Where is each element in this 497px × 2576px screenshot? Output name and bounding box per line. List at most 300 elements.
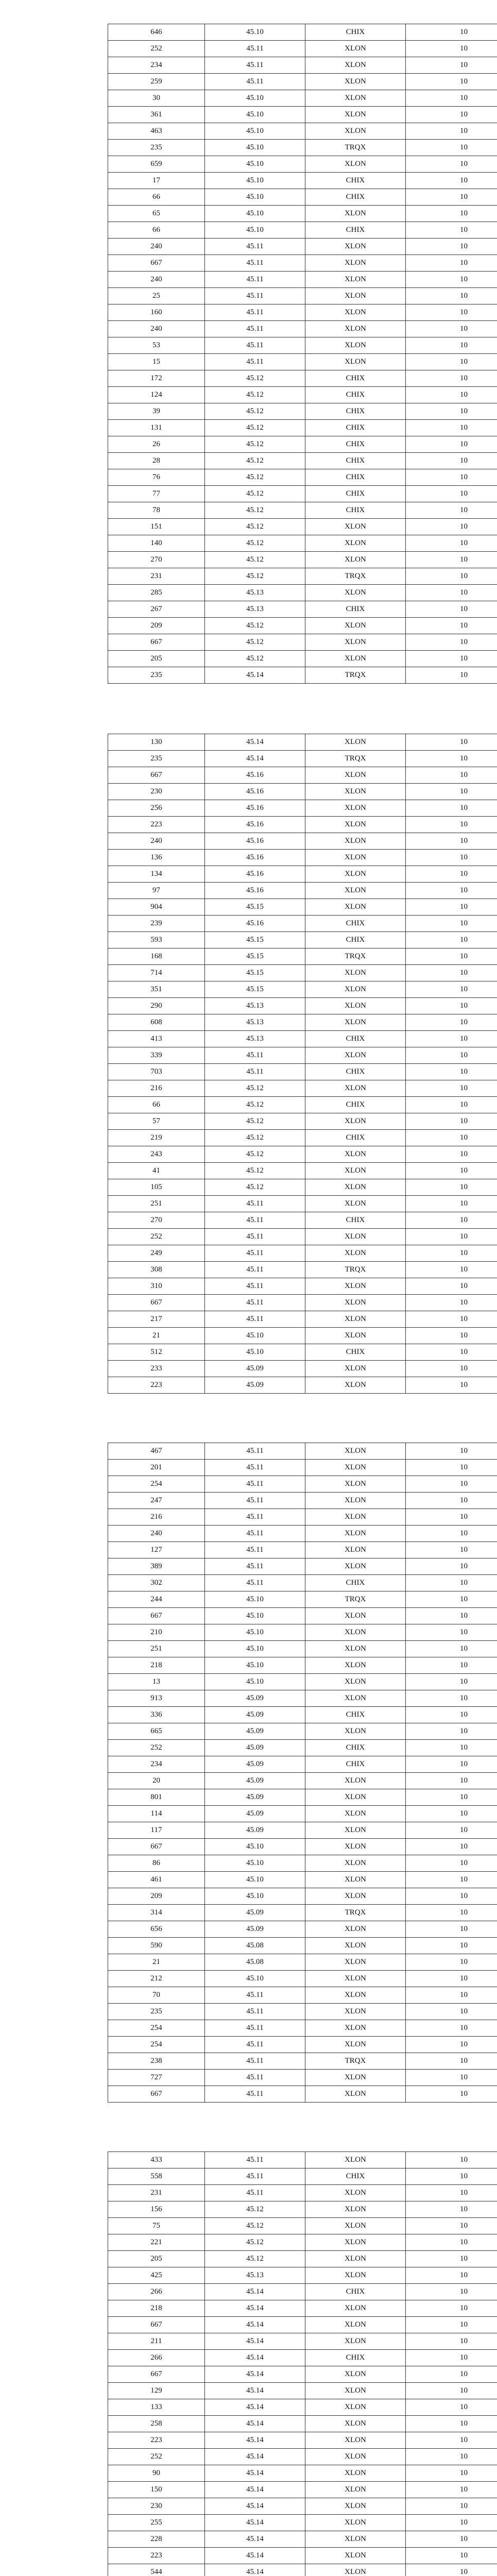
- quantity-cell: 665: [108, 1723, 205, 1740]
- price-cell: 45.12: [205, 1130, 305, 1146]
- extra-cell: 10: [406, 1872, 497, 1888]
- price-cell: 45.14: [205, 667, 305, 684]
- extra-cell: 10: [406, 784, 497, 800]
- quantity-cell: 240: [108, 833, 205, 850]
- table-row: [108, 304, 497, 321]
- quantity-cell: 105: [108, 1179, 205, 1196]
- quantity-cell: 339: [108, 1047, 205, 1064]
- quantity-cell: 243: [108, 1146, 205, 1163]
- trade-table-block-1: [108, 24, 497, 684]
- table-row: [108, 1971, 497, 1987]
- quantity-cell: 212: [108, 1971, 205, 1987]
- venue-cell: XLON: [305, 1855, 406, 1872]
- extra-cell: 10: [406, 2086, 497, 2103]
- price-cell: 45.11: [205, 57, 305, 74]
- extra-cell: 10: [406, 667, 497, 684]
- quantity-cell: 244: [108, 1591, 205, 1608]
- price-cell: 45.16: [205, 800, 305, 817]
- table-row: [108, 519, 497, 535]
- venue-cell: XLON: [305, 2366, 406, 2383]
- price-cell: 45.14: [205, 2350, 305, 2366]
- price-cell: 45.10: [205, 123, 305, 140]
- quantity-cell: 66: [108, 189, 205, 206]
- table-row: [108, 1954, 497, 1971]
- extra-cell: 10: [406, 57, 497, 74]
- table-row: [108, 206, 497, 222]
- price-cell: 45.12: [205, 519, 305, 535]
- table-row: [108, 1756, 497, 1773]
- quantity-cell: 235: [108, 667, 205, 684]
- extra-cell: 10: [406, 2053, 497, 2070]
- price-cell: 45.11: [205, 1212, 305, 1229]
- extra-cell: 10: [406, 107, 497, 123]
- quantity-cell: 205: [108, 651, 205, 667]
- price-cell: 45.09: [205, 1756, 305, 1773]
- quantity-cell: 252: [108, 1740, 205, 1756]
- table-row: [108, 2399, 497, 2416]
- venue-cell: CHIX: [305, 1740, 406, 1756]
- table-row: [108, 1130, 497, 1146]
- venue-cell: XLON: [305, 1624, 406, 1641]
- quantity-cell: 114: [108, 1806, 205, 1822]
- table-row: [108, 1493, 497, 1509]
- table-row: [108, 189, 497, 206]
- quantity-cell: 172: [108, 370, 205, 387]
- extra-cell: 10: [406, 2432, 497, 2449]
- extra-cell: 10: [406, 519, 497, 535]
- quantity-cell: 17: [108, 173, 205, 189]
- price-cell: 45.11: [205, 354, 305, 370]
- table-row: [108, 899, 497, 916]
- quantity-cell: 129: [108, 2383, 205, 2399]
- quantity-cell: 15: [108, 354, 205, 370]
- venue-cell: CHIX: [305, 1212, 406, 1229]
- table-row: [108, 2383, 497, 2399]
- quantity-cell: 130: [108, 734, 205, 751]
- quantity-cell: 66: [108, 1097, 205, 1113]
- venue-cell: XLON: [305, 206, 406, 222]
- venue-cell: XLON: [305, 1723, 406, 1740]
- venue-cell: XLON: [305, 1921, 406, 1938]
- price-cell: 45.12: [205, 486, 305, 502]
- table-row: [108, 866, 497, 883]
- extra-cell: 10: [406, 2201, 497, 2218]
- table-row: [108, 568, 497, 585]
- venue-cell: CHIX: [305, 486, 406, 502]
- table-row: [108, 1097, 497, 1113]
- extra-cell: 10: [406, 436, 497, 453]
- table-row: [108, 1806, 497, 1822]
- price-cell: 45.14: [205, 2548, 305, 2564]
- table-row: [108, 1674, 497, 1690]
- extra-cell: 10: [406, 337, 497, 354]
- price-cell: 45.08: [205, 1938, 305, 1954]
- extra-cell: 10: [406, 568, 497, 585]
- extra-cell: 10: [406, 1690, 497, 1707]
- quantity-cell: 210: [108, 1624, 205, 1641]
- price-cell: 45.10: [205, 24, 305, 41]
- venue-cell: XLON: [305, 2432, 406, 2449]
- quantity-cell: 209: [108, 1888, 205, 1905]
- price-cell: 45.11: [205, 1064, 305, 1080]
- table-row: [108, 1031, 497, 1047]
- extra-cell: 10: [406, 1954, 497, 1971]
- trade-table-block-4: [108, 2151, 497, 2576]
- quantity-cell: 140: [108, 535, 205, 552]
- quantity-cell: 65: [108, 206, 205, 222]
- extra-cell: 10: [406, 1064, 497, 1080]
- trade-table: [108, 734, 497, 1394]
- table-row: [108, 2004, 497, 2020]
- quantity-cell: 270: [108, 1212, 205, 1229]
- quantity-cell: 53: [108, 337, 205, 354]
- table-row: [108, 2482, 497, 2498]
- trade-table-block-3: [108, 1443, 497, 2103]
- price-cell: 45.12: [205, 1080, 305, 1097]
- price-cell: 45.10: [205, 140, 305, 156]
- price-cell: 45.11: [205, 1987, 305, 2004]
- table-row: [108, 1311, 497, 1328]
- price-cell: 45.10: [205, 1344, 305, 1361]
- extra-cell: 10: [406, 140, 497, 156]
- table-row: [108, 2070, 497, 2086]
- table-row: [108, 1476, 497, 1493]
- table-row: [108, 453, 497, 469]
- extra-cell: 10: [406, 1938, 497, 1954]
- extra-cell: 10: [406, 1443, 497, 1460]
- table-row: [108, 751, 497, 767]
- extra-cell: 10: [406, 486, 497, 502]
- price-cell: 45.14: [205, 2317, 305, 2333]
- extra-cell: 10: [406, 173, 497, 189]
- table-row: [108, 1905, 497, 1921]
- extra-cell: 10: [406, 899, 497, 916]
- table-row: [108, 552, 497, 568]
- extra-cell: 10: [406, 469, 497, 486]
- price-cell: 45.16: [205, 767, 305, 784]
- venue-cell: CHIX: [305, 1756, 406, 1773]
- extra-cell: 10: [406, 1080, 497, 1097]
- trade-table-block-2: [108, 734, 497, 1394]
- price-cell: 45.11: [205, 1262, 305, 1278]
- extra-cell: 10: [406, 239, 497, 255]
- extra-cell: 10: [406, 1558, 497, 1575]
- quantity-cell: 30: [108, 90, 205, 107]
- quantity-cell: 235: [108, 751, 205, 767]
- table-row: [108, 2416, 497, 2432]
- venue-cell: XLON: [305, 2383, 406, 2399]
- table-row: [108, 2185, 497, 2201]
- table-row: [108, 2350, 497, 2366]
- table-row: [108, 998, 497, 1014]
- table-row: [108, 1509, 497, 1526]
- extra-cell: 10: [406, 1542, 497, 1558]
- table-row: [108, 387, 497, 403]
- price-cell: 45.12: [205, 387, 305, 403]
- venue-cell: XLON: [305, 2037, 406, 2053]
- table-row: [108, 2201, 497, 2218]
- extra-cell: 10: [406, 1031, 497, 1047]
- quantity-cell: 249: [108, 1245, 205, 1262]
- venue-cell: XLON: [305, 1113, 406, 1130]
- price-cell: 45.11: [205, 1526, 305, 1542]
- trade-table: [108, 2151, 497, 2576]
- venue-cell: XLON: [305, 1938, 406, 1954]
- quantity-cell: 310: [108, 1278, 205, 1295]
- venue-cell: XLON: [305, 1196, 406, 1212]
- quantity-cell: 230: [108, 784, 205, 800]
- extra-cell: 10: [406, 2152, 497, 2168]
- quantity-cell: 667: [108, 767, 205, 784]
- venue-cell: XLON: [305, 1278, 406, 1295]
- extra-cell: 10: [406, 1657, 497, 1674]
- price-cell: 45.12: [205, 634, 305, 651]
- venue-cell: XLON: [305, 866, 406, 883]
- table-row: [108, 2037, 497, 2053]
- venue-cell: XLON: [305, 1558, 406, 1575]
- price-cell: 45.14: [205, 2449, 305, 2465]
- extra-cell: 10: [406, 932, 497, 948]
- table-row: [108, 1361, 497, 1377]
- price-cell: 45.10: [205, 1674, 305, 1690]
- extra-cell: 10: [406, 1047, 497, 1064]
- price-cell: 45.14: [205, 2432, 305, 2449]
- price-cell: 45.14: [205, 2564, 305, 2576]
- quantity-cell: 216: [108, 1509, 205, 1526]
- extra-cell: 10: [406, 321, 497, 337]
- quantity-cell: 201: [108, 1460, 205, 1476]
- extra-cell: 10: [406, 2234, 497, 2251]
- price-cell: 45.11: [205, 1509, 305, 1526]
- extra-cell: 10: [406, 2300, 497, 2317]
- extra-cell: 10: [406, 552, 497, 568]
- price-cell: 45.11: [205, 1295, 305, 1311]
- extra-cell: 10: [406, 189, 497, 206]
- price-cell: 45.11: [205, 2070, 305, 2086]
- table-row: [108, 1938, 497, 1954]
- table-row: [108, 502, 497, 519]
- price-cell: 45.10: [205, 206, 305, 222]
- price-cell: 45.11: [205, 255, 305, 272]
- quantity-cell: 336: [108, 1707, 205, 1723]
- table-row: [108, 916, 497, 932]
- extra-cell: 10: [406, 2218, 497, 2234]
- venue-cell: XLON: [305, 2449, 406, 2465]
- price-cell: 45.10: [205, 107, 305, 123]
- quantity-cell: 150: [108, 2482, 205, 2498]
- price-cell: 45.09: [205, 1905, 305, 1921]
- price-cell: 45.08: [205, 1954, 305, 1971]
- quantity-cell: 70: [108, 1987, 205, 2004]
- quantity-cell: 913: [108, 1690, 205, 1707]
- extra-cell: 10: [406, 1921, 497, 1938]
- quantity-cell: 544: [108, 2564, 205, 2576]
- table-row: [108, 1245, 497, 1262]
- table-row: [108, 1723, 497, 1740]
- quantity-cell: 413: [108, 1031, 205, 1047]
- table-row: [108, 651, 497, 667]
- quantity-cell: 209: [108, 618, 205, 634]
- extra-cell: 10: [406, 734, 497, 751]
- price-cell: 45.09: [205, 1707, 305, 1723]
- price-cell: 45.09: [205, 1806, 305, 1822]
- quantity-cell: 801: [108, 1789, 205, 1806]
- extra-cell: 10: [406, 123, 497, 140]
- extra-cell: 10: [406, 156, 497, 173]
- extra-cell: 10: [406, 1130, 497, 1146]
- venue-cell: XLON: [305, 2482, 406, 2498]
- quantity-cell: 252: [108, 41, 205, 57]
- extra-cell: 10: [406, 370, 497, 387]
- quantity-cell: 151: [108, 519, 205, 535]
- table-row: [108, 140, 497, 156]
- table-row: [108, 123, 497, 140]
- quantity-cell: 136: [108, 850, 205, 866]
- table-row: [108, 2317, 497, 2333]
- venue-cell: CHIX: [305, 1031, 406, 1047]
- quantity-cell: 252: [108, 2449, 205, 2465]
- price-cell: 45.11: [205, 2053, 305, 2070]
- table-row: [108, 2053, 497, 2070]
- venue-cell: XLON: [305, 2333, 406, 2350]
- venue-cell: XLON: [305, 1493, 406, 1509]
- extra-cell: 10: [406, 1328, 497, 1344]
- venue-cell: XLON: [305, 2234, 406, 2251]
- quantity-cell: 256: [108, 800, 205, 817]
- quantity-cell: 57: [108, 1113, 205, 1130]
- price-cell: 45.14: [205, 751, 305, 767]
- extra-cell: 10: [406, 850, 497, 866]
- table-row: [108, 667, 497, 684]
- price-cell: 45.12: [205, 453, 305, 469]
- extra-cell: 10: [406, 618, 497, 634]
- price-cell: 45.11: [205, 288, 305, 304]
- venue-cell: XLON: [305, 1080, 406, 1097]
- venue-cell: XLON: [305, 784, 406, 800]
- table-row: [108, 1262, 497, 1278]
- venue-cell: XLON: [305, 156, 406, 173]
- quantity-cell: 231: [108, 2185, 205, 2201]
- price-cell: 45.12: [205, 1097, 305, 1113]
- table-row: [108, 57, 497, 74]
- table-row: [108, 41, 497, 57]
- extra-cell: 10: [406, 2548, 497, 2564]
- price-cell: 45.12: [205, 2201, 305, 2218]
- quantity-cell: 254: [108, 1476, 205, 1493]
- table-row: [108, 784, 497, 800]
- quantity-cell: 20: [108, 1773, 205, 1789]
- table-row: [108, 2366, 497, 2383]
- table-row: [108, 436, 497, 453]
- table-row: [108, 2234, 497, 2251]
- price-cell: 45.11: [205, 1278, 305, 1295]
- table-row: [108, 2449, 497, 2465]
- quantity-cell: 28: [108, 453, 205, 469]
- quantity-cell: 714: [108, 965, 205, 981]
- table-row: [108, 1344, 497, 1361]
- venue-cell: XLON: [305, 2152, 406, 2168]
- table-row: [108, 965, 497, 981]
- table-row: [108, 1608, 497, 1624]
- venue-cell: CHIX: [305, 2168, 406, 2185]
- quantity-cell: 223: [108, 2432, 205, 2449]
- table-row: [108, 1113, 497, 1130]
- table-row: [108, 2333, 497, 2350]
- extra-cell: 10: [406, 1493, 497, 1509]
- venue-cell: CHIX: [305, 1575, 406, 1591]
- quantity-cell: 218: [108, 1657, 205, 1674]
- quantity-cell: 219: [108, 1130, 205, 1146]
- quantity-cell: 266: [108, 2284, 205, 2300]
- price-cell: 45.11: [205, 321, 305, 337]
- venue-cell: CHIX: [305, 24, 406, 41]
- table-row: [108, 1080, 497, 1097]
- price-cell: 45.12: [205, 568, 305, 585]
- extra-cell: 10: [406, 751, 497, 767]
- quantity-cell: 133: [108, 2399, 205, 2416]
- venue-cell: XLON: [305, 552, 406, 568]
- venue-cell: CHIX: [305, 1097, 406, 1113]
- extra-cell: 10: [406, 1262, 497, 1278]
- venue-cell: CHIX: [305, 502, 406, 519]
- table-row: [108, 883, 497, 899]
- price-cell: 45.16: [205, 784, 305, 800]
- price-cell: 45.11: [205, 1575, 305, 1591]
- price-cell: 45.09: [205, 1789, 305, 1806]
- venue-cell: TRQX: [305, 2053, 406, 2070]
- quantity-cell: 234: [108, 1756, 205, 1773]
- venue-cell: XLON: [305, 998, 406, 1014]
- table-row: [108, 767, 497, 784]
- price-cell: 45.12: [205, 535, 305, 552]
- quantity-cell: 667: [108, 2366, 205, 2383]
- table-row: [108, 1328, 497, 1344]
- quantity-cell: 217: [108, 1311, 205, 1328]
- extra-cell: 10: [406, 1229, 497, 1245]
- price-cell: 45.15: [205, 948, 305, 965]
- quantity-cell: 117: [108, 1822, 205, 1839]
- quantity-cell: 608: [108, 1014, 205, 1031]
- quantity-cell: 667: [108, 255, 205, 272]
- venue-cell: CHIX: [305, 1344, 406, 1361]
- venue-cell: XLON: [305, 2317, 406, 2333]
- price-cell: 45.14: [205, 2366, 305, 2383]
- extra-cell: 10: [406, 535, 497, 552]
- extra-cell: 10: [406, 1822, 497, 1839]
- table-row: [108, 535, 497, 552]
- quantity-cell: 267: [108, 601, 205, 618]
- price-cell: 45.11: [205, 1196, 305, 1212]
- price-cell: 45.12: [205, 618, 305, 634]
- quantity-cell: 703: [108, 1064, 205, 1080]
- venue-cell: XLON: [305, 1608, 406, 1624]
- venue-cell: TRQX: [305, 1262, 406, 1278]
- price-cell: 45.10: [205, 90, 305, 107]
- venue-cell: XLON: [305, 1806, 406, 1822]
- quantity-cell: 656: [108, 1921, 205, 1938]
- table-row: [108, 734, 497, 751]
- venue-cell: XLON: [305, 1361, 406, 1377]
- table-row: [108, 601, 497, 618]
- venue-cell: XLON: [305, 535, 406, 552]
- venue-cell: TRQX: [305, 568, 406, 585]
- price-cell: 45.15: [205, 899, 305, 916]
- table-row: [108, 2251, 497, 2267]
- quantity-cell: 667: [108, 2317, 205, 2333]
- table-row: [108, 2086, 497, 2103]
- quantity-cell: 659: [108, 156, 205, 173]
- table-row: [108, 833, 497, 850]
